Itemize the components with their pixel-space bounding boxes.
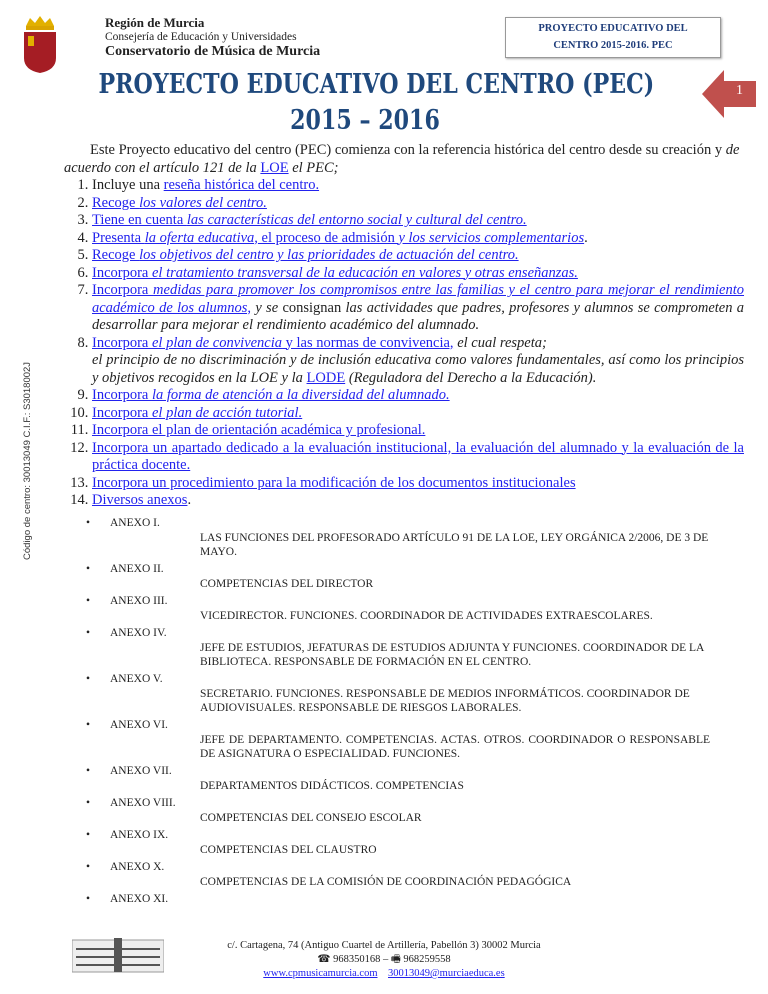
list-item	[92, 387, 744, 405]
item-link[interactable]: Presenta la oferta educativa, el proceso de admisión y los servicios complementarios	[92, 229, 585, 246]
annex-item	[64, 516, 744, 559]
side-centre-code: Código de centro: 30013049 C.I.F.: S3018002J	[22, 361, 33, 560]
item-link[interactable]: Incorpora el tratamiento transversal de la educación en valores y otras enseñanzas.	[92, 264, 578, 281]
list-item	[92, 195, 744, 213]
document-body	[64, 142, 744, 909]
list-item	[92, 265, 744, 283]
item-link[interactable]: Incorpora el plan de acción tutorial.	[92, 404, 303, 421]
item-link[interactable]: Incorpora el plan de orientación académica y profesional.	[92, 422, 426, 438]
annex-description: COMPETENCIAS DE LA COMISIÓN DE COORDINACIÓN PEDAGÓGICA	[200, 875, 572, 888]
header-box-line1: PROYECTO EDUCATIVO DEL	[538, 23, 688, 34]
annex-label: • ANEXO VIII.	[64, 796, 744, 810]
annex-label: • ANEXO VII.	[64, 764, 744, 778]
header-conservatorio: Conservatorio de Música de Murcia	[105, 44, 321, 59]
region-murcia-coat-of-arms-logo	[18, 14, 62, 74]
list-item: 1. Incluye una reseña histórica del centro.	[92, 177, 744, 195]
page-title-years: 2015 – 2016	[290, 105, 440, 136]
contents-list	[64, 177, 744, 510]
annex-label: • ANEXO XI.	[64, 892, 744, 906]
annex-item	[64, 626, 744, 669]
list-item: 8. Incorpora el plan de convivencia y las normas de convivencia, el cual respeta; el principio de no discriminación y de inclusión educativa como valores fundamentales, así como los principios y objetivos recogidos en la LOE y la LODE (Reguladora del Derecho a la Educación).	[92, 335, 744, 388]
page-number-arrow	[702, 70, 756, 118]
list-item	[92, 247, 744, 265]
annex-item	[64, 796, 744, 825]
list-item	[92, 440, 744, 475]
item-link[interactable]: Incorpora un procedimiento para la modificación de los documentos institucionales	[92, 474, 576, 491]
email-link[interactable]: 30013049@murciaeduca.es	[388, 968, 505, 979]
website-link[interactable]: www.cpmusicamurcia.com	[263, 968, 378, 979]
annex-item	[64, 764, 744, 793]
annex-item	[64, 672, 744, 715]
header-region: Región de Murcia	[105, 15, 205, 30]
intro-paragraph: Este Proyecto educativo del centro (PEC) comienza con la referencia histórica del centro desde su creación y de acuerdo con el artículo 121 de la LOE el PEC;	[64, 142, 740, 176]
annex-label: • ANEXO IV.	[64, 626, 744, 640]
footer-links	[0, 967, 768, 981]
footer-phone: 968350168	[333, 954, 381, 965]
annex-label: • ANEXO X.	[64, 860, 744, 874]
annex-item	[64, 860, 744, 889]
annex-description: COMPETENCIAS DEL CONSEJO ESCOLAR	[200, 811, 422, 824]
list-item: 4. Presenta la oferta educativa, el proceso de admisión y los servicios complementarios.	[92, 230, 744, 248]
annex-description: JEFE DE DEPARTAMENTO. COMPETENCIAS. ACTAS. OTROS. COORDINADOR O RESPONSABLE DE ASIGNATURA O ESPECIALIDAD. FUNCIONES.	[200, 733, 710, 760]
list-item	[92, 405, 744, 423]
annex-description: COMPETENCIAS DEL DIRECTOR	[200, 577, 374, 590]
annex-label: • ANEXO II.	[64, 562, 744, 576]
annex-description: COMPETENCIAS DEL CLAUSTRO	[200, 843, 377, 856]
item-link[interactable]: Incorpora la forma de atención a la diversidad del alumnado.	[92, 387, 450, 403]
item-link[interactable]: Recoge los valores del centro.	[92, 194, 267, 211]
list-item: 7. Incorpora medidas para promover los compromisos entre las familias y el centro para mejorar el rendimiento académico de los alumnos, y se consignan las actividades que padres, profesores y alumnos se comprometen a desarrollar para mejorar el rendimiento académico del alumnado.	[92, 282, 744, 335]
annex-label: • ANEXO III.	[64, 594, 744, 608]
page-number: 1	[736, 83, 743, 98]
list-item: 14. Diversos anexos.	[92, 492, 744, 510]
header-consejeria: Consejería de Educación y Universidades	[105, 31, 297, 43]
annex-item	[64, 718, 744, 761]
annex-label: • ANEXO I.	[64, 516, 744, 530]
annex-label: • ANEXO V.	[64, 672, 744, 686]
fax-icon: 🖷	[390, 954, 404, 965]
item-link[interactable]: Incorpora un apartado dedicado a la evaluación institucional, la evaluación del alumnado y la evaluación de la práctica docente.	[92, 439, 744, 473]
annex-item	[64, 892, 744, 906]
header-box-line2: CENTRO 2015-2016. PEC	[553, 40, 673, 51]
loe-link[interactable]: LOE	[260, 159, 289, 176]
item-link[interactable]: Diversos anexos	[92, 492, 188, 508]
footer-address: c/. Cartagena, 74 (Antiguo Cuartel de Artillería, Pabellón 3) 30002 Murcia	[227, 940, 541, 951]
annex-label: • ANEXO VI.	[64, 718, 744, 732]
annex-list	[64, 516, 744, 906]
separator: –	[380, 954, 391, 965]
item-link[interactable]: Incorpora medidas para promover los compromisos entre las familias y el centro para mejorar el rendimiento académico de los alumnos,	[92, 282, 745, 316]
annex-description: DEPARTAMENTOS DIDÁCTICOS. COMPETENCIAS	[200, 779, 464, 792]
item-link[interactable]: reseña histórica del centro.	[163, 177, 320, 193]
annex-label: • ANEXO IX.	[64, 828, 744, 842]
item-link[interactable]: Tiene en cuenta las características del entorno social y cultural del centro.	[92, 212, 527, 228]
annex-description: VICEDIRECTOR. FUNCIONES. COORDINADOR DE ACTIVIDADES EXTRAESCOLARES.	[200, 609, 653, 622]
annex-description: SECRETARIO. FUNCIONES. RESPONSABLE DE MEDIOS INFORMÁTICOS. COORDINADOR DE AUDIOVISUALES. RESPONSABLE DE RIESGOS LABORALES.	[200, 687, 690, 714]
annex-description: JEFE DE ESTUDIOS, JEFATURAS DE ESTUDIOS ADJUNTA Y FUNCIONES. COORDINADOR DE LA BIBLIOTECA. RESPONSABLE DE FORMACIÓN EN EL CENTRO.	[200, 641, 704, 668]
list-item	[92, 212, 744, 230]
footer-fax: 968259558	[403, 954, 451, 965]
item-link[interactable]: Recoge los objetivos del centro y las prioridades de actuación del centro.	[92, 247, 519, 263]
list-item	[92, 475, 744, 493]
annex-item	[64, 828, 744, 857]
phone-icon: ☎	[317, 954, 334, 965]
list-item	[92, 422, 744, 440]
annex-item	[64, 594, 744, 623]
lode-link[interactable]: LODE	[306, 369, 346, 386]
footer-contact	[0, 953, 768, 967]
item-link[interactable]: Incorpora el plan de convivencia y las normas de convivencia,	[92, 334, 454, 351]
annex-description: LAS FUNCIONES DEL PROFESORADO ARTÍCULO 91 DE LA LOE, LEY ORGÁNICA 2/2006, DE 3 DE MAYO.	[200, 531, 709, 558]
header-box	[505, 17, 721, 58]
page-title: PROYECTO EDUCATIVO DEL CENTRO (PEC)	[98, 69, 655, 100]
left-arrow-icon	[702, 70, 756, 118]
annex-item	[64, 562, 744, 591]
